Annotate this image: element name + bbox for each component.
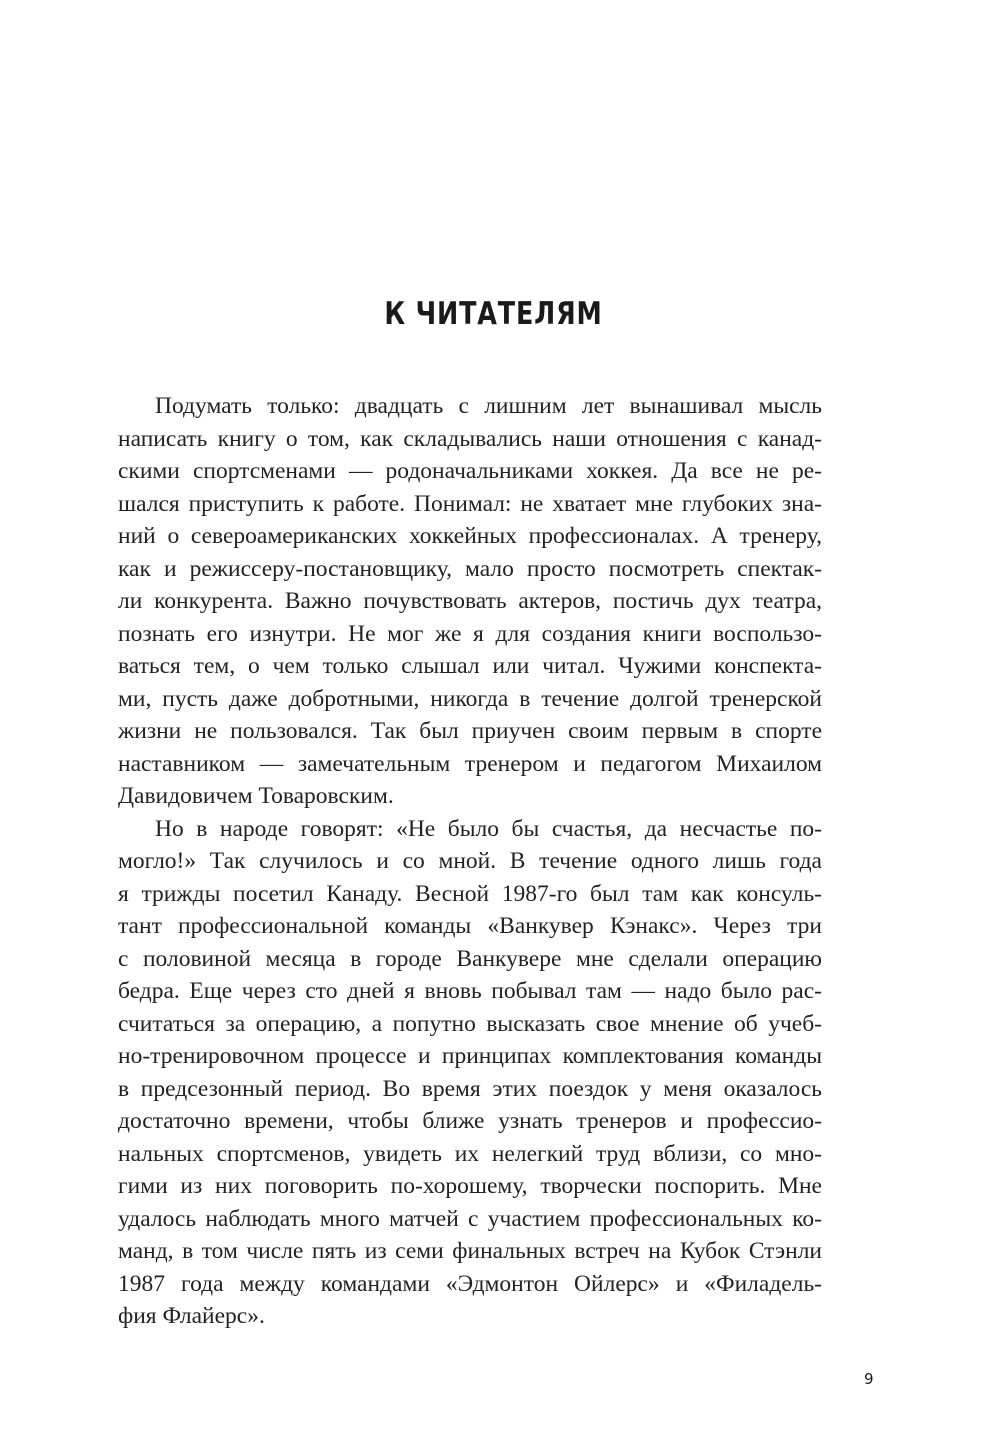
text-line: считаться за операцию, а попутно высказать свое мнение об учеб- <box>118 1010 822 1037</box>
text-line: с половиной месяца в городе Ванкувере мне сделали операцию <box>118 945 822 972</box>
text-line: гими из них поговорить по-хорошему, творчески поспорить. Мне <box>118 1173 822 1199</box>
text-line: жизни не пользовался. Так был приучен своим первым в спорте <box>118 718 822 744</box>
text-line: ний о североамериканских хоккейных профессионалах. А тренеру, <box>118 523 822 549</box>
text-line: скими спортсменами — родоначальниками хоккея. Да все не ре- <box>118 458 822 484</box>
text-line: 1987 года между командами «Эдмонтон Ойлерс» и «Филадель- <box>118 1270 822 1297</box>
text-line: в предсезонный период. Во время этих поездок у меня оказалось <box>118 1075 822 1102</box>
paragraph-2 <box>118 813 822 1333</box>
text-line: я трижды посетил Канаду. Весной 1987-го был там как консуль- <box>118 880 822 907</box>
text-line: Давидовичем Товаровским. <box>118 783 394 809</box>
text-line: нальных спортсменов, увидеть их нелегкий труд вблизи, со мно- <box>118 1140 822 1167</box>
page-number: 9 <box>864 1370 874 1388</box>
paragraph-1 <box>118 390 822 813</box>
text-line: шался приступить к работе. Понимал: не хватает мне глубоких зна- <box>118 490 822 517</box>
text-line: но-тренировочном процессе и принципах комплектования команды <box>118 1043 822 1069</box>
text-line: могло!» Так случилось и со мной. В течение одного лишь года <box>118 848 822 874</box>
text-line: ваться тем, о чем только слышал или читал. Чужими конспекта- <box>118 653 822 679</box>
text-line: познать его изнутри. Не мог же я для создания книги воспользо- <box>118 620 822 647</box>
text-line: написать книгу о том, как складывались наши отношения с канад- <box>118 425 822 452</box>
text-line: как и режиссеру-постановщику, мало просто посмотреть спектак- <box>118 555 822 582</box>
text-line: наставником — замечательным тренером и педагогом Михаилом <box>118 750 822 777</box>
text-line: ми, пусть даже добротными, никогда в течение долгой тренерской <box>118 685 822 712</box>
text-line: ли конкурента. Важно почувствовать актеров, постичь дух театра, <box>118 588 822 614</box>
text-line: Подумать только: двадцать с лишним лет вынашивал мысль <box>155 393 822 419</box>
text-line: достаточно времени, чтобы ближе узнать тренеров и профессио- <box>118 1108 822 1134</box>
text-line: Но в народе говорят: «Не было бы счастья, да несчастье по- <box>155 815 822 842</box>
text-line: тант профессиональной команды «Ванкувер Кэнакс». Через три <box>118 913 822 939</box>
text-line: манд, в том числе пять из семи финальных встреч на Кубок Стэнли <box>118 1238 822 1264</box>
text-line: удалось наблюдать много матчей с участием профессиональных ко- <box>118 1205 822 1232</box>
body-text <box>118 390 822 1333</box>
text-line: бедра. Еще через сто дней я вновь побывал там — надо было рас- <box>118 978 822 1004</box>
chapter-title: К ЧИТАТЕЛЯМ <box>384 296 603 332</box>
text-line: фия Флайерс». <box>118 1303 265 1329</box>
